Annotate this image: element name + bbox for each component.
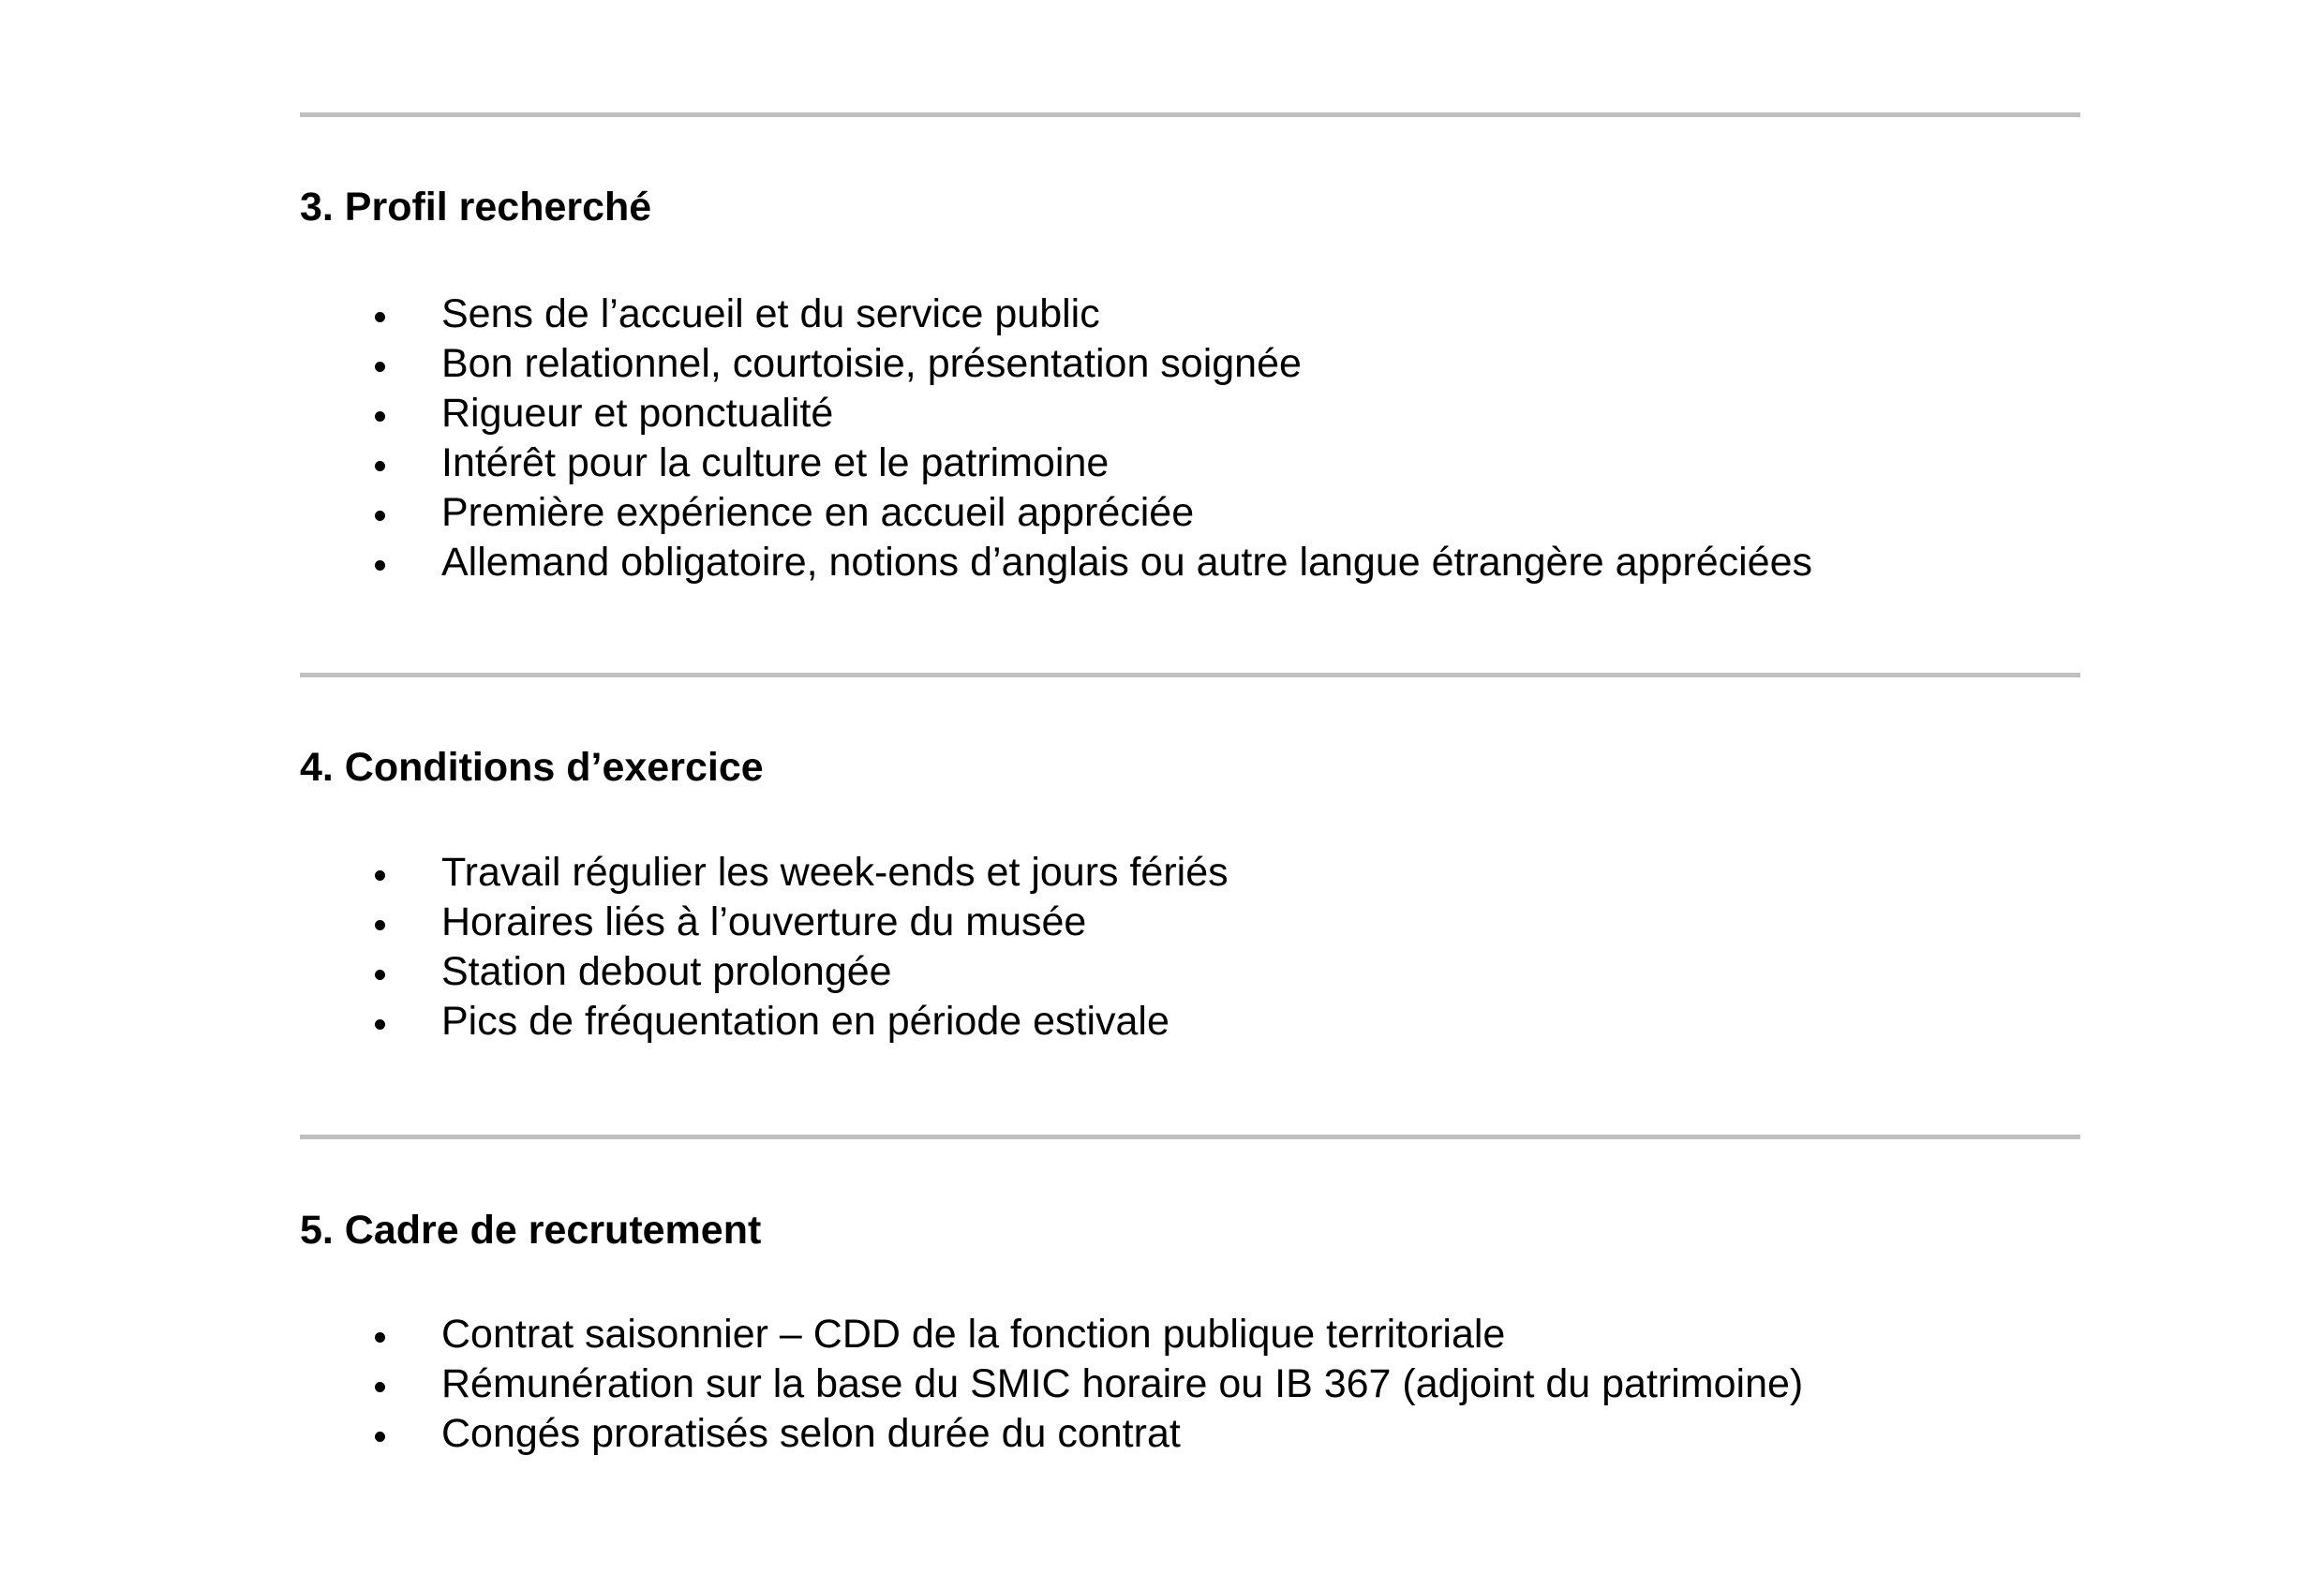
list-item — [300, 1359, 1803, 1409]
bullet-icon — [375, 920, 385, 930]
list-item — [300, 389, 1812, 438]
list-item — [300, 997, 1229, 1047]
list-item — [300, 488, 1812, 538]
list-item-text: Station debout prolongée — [441, 949, 892, 994]
list-item-text: Travail régulier les week-ends et jours fériés — [441, 850, 1229, 895]
list-item-text: Première expérience en accueil appréciée — [441, 490, 1195, 535]
list-item-text: Allemand obligatoire, notions d’anglais ou autre langue étrangère appréciées — [441, 540, 1812, 585]
bullet-icon — [375, 511, 385, 521]
bullet-icon — [375, 560, 385, 571]
bullet-icon — [375, 362, 385, 372]
bullet-icon — [375, 312, 385, 322]
cadre-recrutement-list — [300, 1310, 1803, 1459]
list-item — [300, 1310, 1803, 1359]
bullet-icon — [375, 870, 385, 881]
list-item — [300, 290, 1812, 339]
profil-recherche-list — [300, 290, 1812, 587]
section-divider — [300, 1135, 2080, 1139]
section-divider — [300, 673, 2080, 677]
list-item — [300, 438, 1812, 488]
bullet-icon — [375, 1019, 385, 1030]
list-item-text: Intérêt pour la culture et le patrimoine — [441, 440, 1110, 485]
bullet-icon — [375, 461, 385, 471]
conditions-exercice-list — [300, 848, 1229, 1047]
list-item — [300, 848, 1229, 898]
list-item-text: Horaires liés à l’ouverture du musée — [441, 899, 1087, 944]
list-item — [300, 339, 1812, 389]
list-item — [300, 947, 1229, 997]
bullet-icon — [375, 411, 385, 422]
bullet-icon — [375, 970, 385, 980]
section-heading-profil-recherche: 3. Profil recherché — [300, 185, 652, 230]
bullet-icon — [375, 1432, 385, 1442]
list-item-text: Sens de l’accueil et du service public — [441, 291, 1100, 336]
list-item-text: Pics de fréquentation en période estivale — [441, 999, 1169, 1044]
list-item — [300, 898, 1229, 947]
list-item-text: Rigueur et ponctualité — [441, 391, 834, 436]
bullet-icon — [375, 1332, 385, 1343]
list-item-text: Bon relationnel, courtoisie, présentation soignée — [441, 341, 1302, 386]
section-divider — [300, 112, 2080, 117]
list-item-text: Congés proratisés selon durée du contrat — [441, 1411, 1181, 1456]
list-item-text: Contrat saisonnier – CDD de la fonction publique territoriale — [441, 1312, 1506, 1357]
list-item — [300, 538, 1812, 587]
section-heading-conditions-exercice: 4. Conditions d’exercice — [300, 745, 764, 790]
list-item-text: Rémunération sur la base du SMIC horaire ou IB 367 (adjoint du patrimoine) — [441, 1361, 1804, 1406]
section-heading-cadre-recrutement: 5. Cadre de recrutement — [300, 1208, 762, 1253]
list-item — [300, 1409, 1803, 1459]
bullet-icon — [375, 1382, 385, 1392]
